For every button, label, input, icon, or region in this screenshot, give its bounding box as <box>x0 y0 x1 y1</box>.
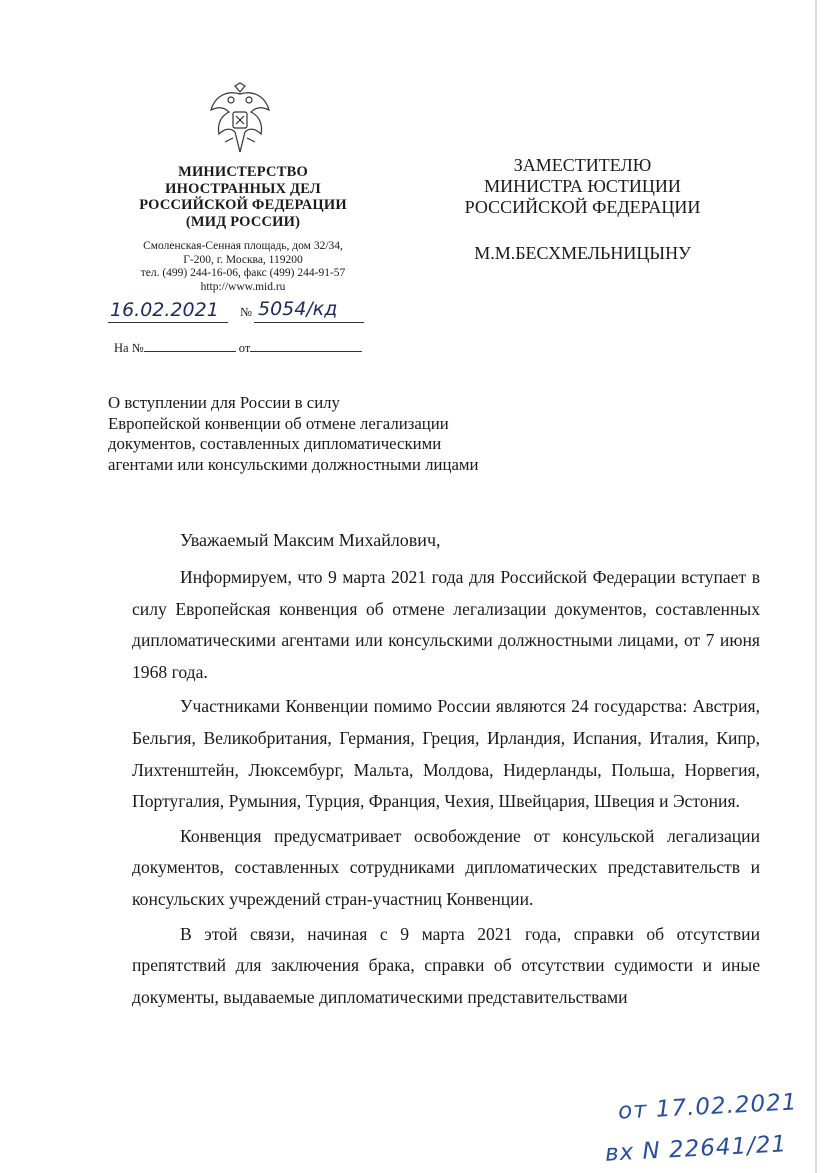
body-paragraph: Информируем, что 9 марта 2021 года для Российской Федерации вступает в силу Европейская конвенция об отмене легализации документов, составленных дипломатическими агентами или консульскими должностными лицами, от 7 июня 1968 года. <box>132 567 760 682</box>
ministry-line: РОССИЙСКОЙ ФЕДЕРАЦИИ <box>139 197 347 213</box>
subject-line: агентами или консульскими должностными лицами <box>108 454 479 474</box>
body-paragraph: Участниками Конвенции помимо России являются 24 государства: Австрия, Бельгия, Великобритания, Германия, Греция, Ирландия, Испания, Италия, Кипр, Лихтенштейн, Люксембург, Мальта, Молдова, Нидерланды, Польша, Норвегия, Португалия, Румыния, Турция, Франция, Чехия, Швейцария, Швеция и Эстония. <box>132 696 760 812</box>
ministry-line: МИНИСТЕРСТВО <box>178 164 308 180</box>
page-edge <box>815 0 817 1173</box>
address-line: http://www.mid.ru <box>200 280 286 293</box>
salutation: Уважаемый Максим Михайлович, <box>180 530 441 550</box>
body-paragraph: В этой связи, начиная с 9 марта 2021 года, справки об отсутствии препятствий для заключения брака, справки об отсутствии судимости и иные документы, выдаваемые дипломатическими представительствами <box>132 923 760 1007</box>
letter-subject <box>108 393 548 475</box>
subject-line: документов, составленных дипломатическими <box>108 434 442 453</box>
reference-number-blank <box>144 339 236 352</box>
reference-row <box>114 339 362 356</box>
address-line: Смоленская-Сенная площадь, дом 32/34, <box>143 240 343 252</box>
incoming-stamp-date: от 17.02.2021 <box>617 1089 799 1125</box>
registration-number-label: № <box>240 305 252 319</box>
ministry-name <box>118 164 368 230</box>
reference-from-label: от <box>238 341 251 355</box>
addressee-name: М.М.БЕСХМЕЛЬНИЦЫНУ <box>474 243 691 263</box>
reference-date-blank <box>250 339 362 352</box>
letter-body <box>132 562 760 1016</box>
body-paragraph: Конвенция предусматривает освобождение от консульской легализации документов, составленных сотрудниками дипломатических представительств и консульских учреждений стран-участниц Конвенции. <box>132 825 760 909</box>
subject-line: Европейской конвенции об отмене легализации <box>108 413 449 433</box>
ministry-line: ИНОСТРАННЫХ ДЕЛ <box>165 180 321 197</box>
ministry-line: (МИД РОССИИ) <box>185 213 301 230</box>
address-line: тел. (499) 244-16-06, факс (499) 244-91-57 <box>140 267 346 279</box>
registration-number: 5054/кд <box>258 298 338 320</box>
addressee-line: РОССИЙСКОЙ ФЕДЕРАЦИИ <box>464 197 701 217</box>
incoming-stamp-number: вх N 22641/21 <box>604 1131 788 1167</box>
reference-label: На № <box>114 341 144 355</box>
addressee-line: ЗАМЕСТИТЕЛЮ <box>513 155 652 175</box>
addressee-title <box>445 155 720 218</box>
address-line: Г-200, г. Москва, 119200 <box>183 253 303 266</box>
russian-coat-of-arms-icon <box>205 82 275 158</box>
addressee-line: МИНИСТРА ЮСТИЦИИ <box>484 176 681 196</box>
ministry-address <box>108 240 378 294</box>
registration-date: 16.02.2021 <box>110 299 219 321</box>
subject-line: О вступлении для России в силу <box>108 393 340 412</box>
